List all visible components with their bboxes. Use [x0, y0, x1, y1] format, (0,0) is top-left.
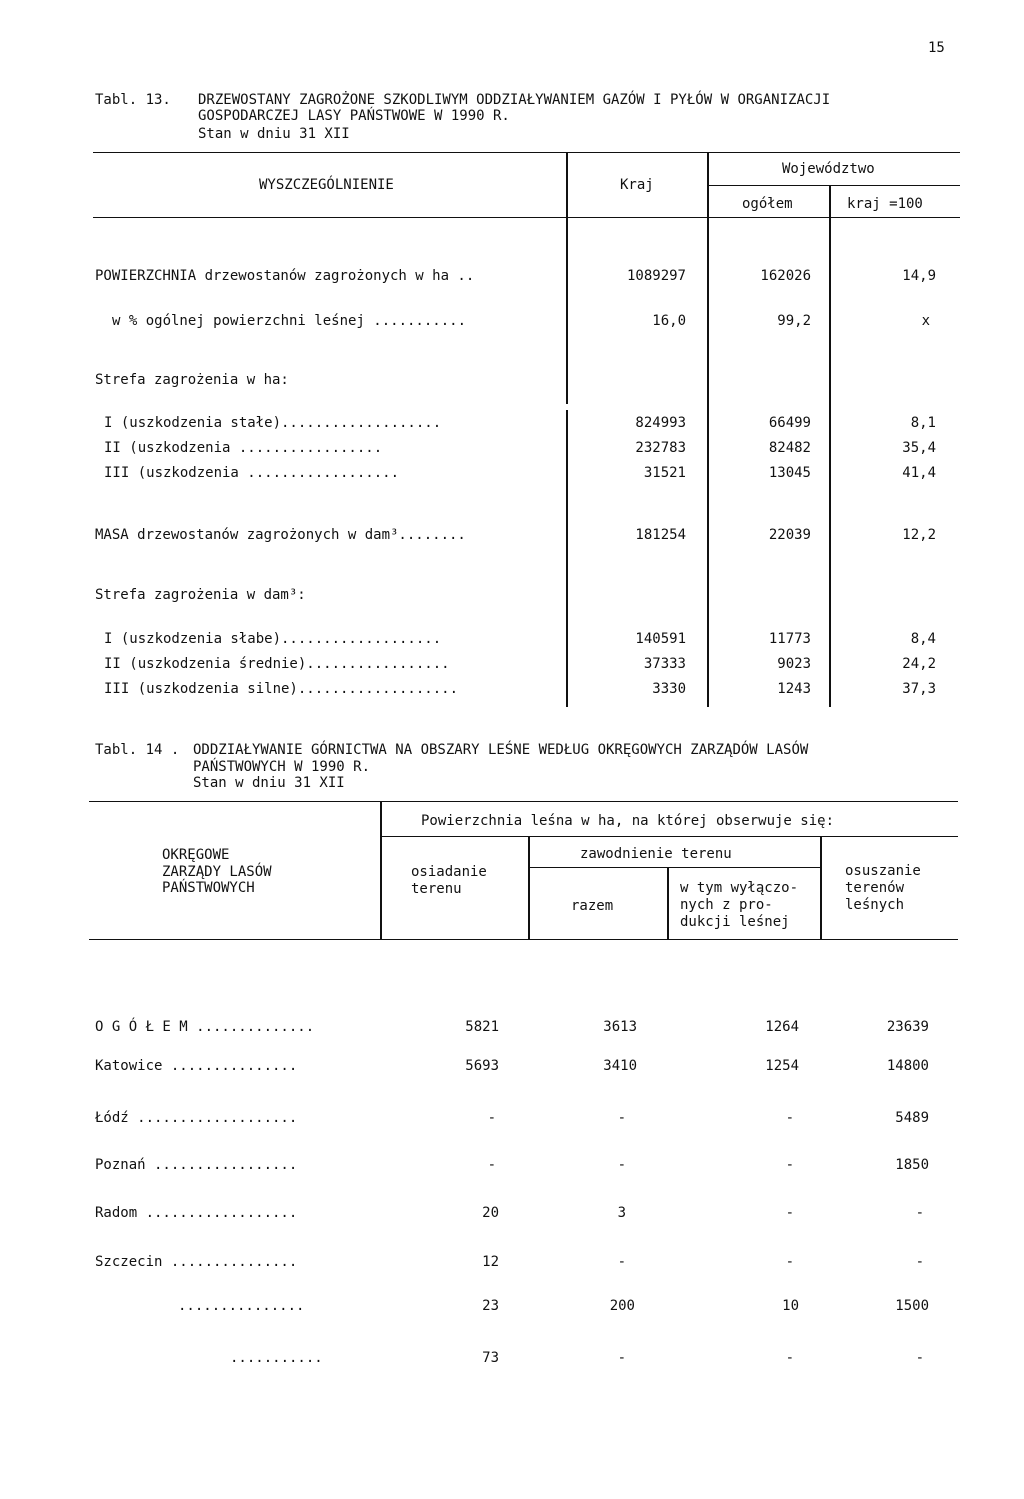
table-14-header-osuszanie-3: leśnych — [845, 897, 905, 913]
row-value-woj: 11773 — [768, 631, 811, 647]
row-value-pct: x — [921, 313, 930, 329]
table-14-header-osiadanie-1: osiadanie — [411, 864, 487, 880]
row-value-pct: 12,2 — [902, 527, 936, 543]
row-value-pct: 24,2 — [902, 656, 936, 672]
row-value-osiadanie: 20 — [482, 1205, 499, 1221]
row-value-kraj: 824993 — [635, 415, 686, 431]
row-value-pct: 14,9 — [902, 268, 936, 284]
row-value-pct: 41,4 — [902, 465, 936, 481]
row-value-woj: 82482 — [768, 440, 811, 456]
table-13-title-line-2: GOSPODARCZEJ LASY PAŃSTWOWE W 1990 R. — [198, 108, 510, 124]
row-value-pct: 37,3 — [902, 681, 936, 697]
row-value-wtym: - — [785, 1254, 794, 1270]
table-14-header-osuszanie-1: osuszanie — [845, 863, 921, 879]
table-13-woj-rule — [708, 185, 960, 186]
table-14-header-okregowe-2: ZARZĄDY LASÓW — [162, 864, 272, 880]
row-value-pct: 8,4 — [910, 631, 936, 647]
row-label: III (uszkodzenia silne)................... — [104, 681, 459, 697]
row-label: Strefa zagrożenia w ha: — [95, 372, 289, 388]
row-value-razem: - — [617, 1350, 626, 1366]
row-value-osiadanie: 5693 — [465, 1058, 499, 1074]
row-value-kraj: 31521 — [643, 465, 686, 481]
row-value-osuszanie: - — [915, 1254, 924, 1270]
row-value-pct: 8,1 — [910, 415, 936, 431]
row-value-kraj: 37333 — [643, 656, 686, 672]
table-14-title-line-1: ODDZIAŁYWANIE GÓRNICTWA NA OBSZARY LEŚNE WEDŁUG OKRĘGOWYCH ZARZĄDÓW LASÓW — [193, 742, 809, 758]
table-13-header-woj: Województwo — [782, 161, 875, 177]
table-14-header-wtym-2: nych z pro- — [680, 897, 773, 913]
row-value-kraj: 232783 — [635, 440, 686, 456]
table-14-header-top: Powierzchnia leśna w ha, na której obserwuje się: — [421, 813, 835, 829]
row-value-wtym: - — [785, 1110, 794, 1126]
row-value-woj: 99,2 — [777, 313, 811, 329]
table-14-top-rule — [89, 801, 958, 802]
table-14-title-line-3: Stan w dniu 31 XII — [193, 775, 345, 791]
table-14-zaw-rule — [529, 867, 820, 868]
table-14-title-line-2: PAŃSTWOWYCH W 1990 R. — [193, 759, 371, 775]
row-value-wtym: - — [785, 1350, 794, 1366]
row-value-osuszanie: 1500 — [895, 1298, 929, 1314]
row-value-osuszanie: - — [915, 1205, 924, 1221]
row-value-osiadanie: 23 — [482, 1298, 499, 1314]
row-value-razem: - — [617, 1110, 626, 1126]
row-value-razem: 3410 — [603, 1058, 637, 1074]
table-13-label: Tabl. 13. — [95, 92, 171, 108]
row-value-osiadanie: 5821 — [465, 1019, 499, 1035]
table-13-title-line-1: DRZEWOSTANY ZAGROŻONE SZKODLIWYM ODDZIAŁYWANIEM GAZÓW I PYŁÓW W ORGANIZACJI — [198, 92, 831, 108]
row-value-woj: 1243 — [777, 681, 811, 697]
row-label: Poznań ................. — [95, 1157, 298, 1173]
row-label: I (uszkodzenia słabe)................... — [104, 631, 442, 647]
row-value-razem: - — [617, 1254, 626, 1270]
row-value-woj: 66499 — [768, 415, 811, 431]
row-label: Strefa zagrożenia w dam³: — [95, 587, 306, 603]
row-label: II (uszkodzenia średnie)................. — [104, 656, 450, 672]
row-label: II (uszkodzenia ................. — [104, 440, 383, 456]
row-value-razem: - — [617, 1157, 626, 1173]
row-value-osuszanie: 1850 — [895, 1157, 929, 1173]
table-14-divider-4 — [820, 836, 822, 939]
table-14-header-razem: razem — [571, 898, 614, 914]
row-value-kraj: 3330 — [652, 681, 686, 697]
row-label: POWIERZCHNIA drzewostanów zagrożonych w ha .. — [95, 268, 475, 284]
row-label: Katowice ............... — [95, 1058, 298, 1074]
table-13-header-ogolem: ogółem — [742, 196, 793, 212]
row-value-pct: 35,4 — [902, 440, 936, 456]
table-13-header-spec: WYSZCZEGÓLNIENIE — [259, 177, 394, 193]
table-14-header-rule — [89, 939, 958, 940]
row-value-wtym: - — [785, 1157, 794, 1173]
table-13-divider-2 — [707, 152, 709, 707]
table-14-divider-1 — [380, 801, 382, 939]
table-13-divider-1b — [566, 410, 568, 707]
row-label: I (uszkodzenia stałe)................... — [104, 415, 442, 431]
row-value-woj: 162026 — [760, 268, 811, 284]
table-13-divider-3 — [829, 185, 831, 707]
table-14-header-osiadanie-2: terenu — [411, 881, 462, 897]
table-14-header-zawodnienie: zawodnienie terenu — [580, 846, 732, 862]
row-value-razem: 200 — [609, 1298, 635, 1314]
row-label: O G Ó Ł E M .............. — [95, 1019, 315, 1035]
row-label: Łódź ................... — [95, 1110, 298, 1126]
row-label: w % ogólnej powierzchni leśnej ........... — [112, 313, 467, 329]
row-label: MASA drzewostanów zagrożonych w dam³........ — [95, 527, 466, 543]
row-label: III (uszkodzenia .................. — [104, 465, 400, 481]
table-13-top-rule — [93, 152, 960, 153]
row-value-woj: 13045 — [768, 465, 811, 481]
row-label: ........... — [230, 1350, 323, 1366]
row-value-kraj: 140591 — [635, 631, 686, 647]
table-14-sub-rule — [381, 836, 958, 837]
table-14-header-wtym-1: w tym wyłączo- — [680, 880, 799, 896]
table-14-header-osuszanie-2: terenów — [845, 880, 905, 896]
table-14-header-wtym-3: dukcji leśnej — [680, 914, 790, 930]
table-13-header-kraj: Kraj — [620, 177, 654, 193]
row-value-wtym: 10 — [782, 1298, 799, 1314]
table-14-divider-3 — [667, 867, 669, 939]
row-value-woj: 9023 — [777, 656, 811, 672]
row-label: Radom .................. — [95, 1205, 298, 1221]
row-value-osiadanie: - — [487, 1157, 496, 1173]
row-value-wtym: 1254 — [765, 1058, 799, 1074]
row-value-razem: 3613 — [603, 1019, 637, 1035]
table-13-title-line-3: Stan w dniu 31 XII — [198, 126, 350, 142]
row-value-osiadanie: 12 — [482, 1254, 499, 1270]
row-value-osuszanie: 5489 — [895, 1110, 929, 1126]
page-number: 15 — [928, 40, 945, 56]
row-value-wtym: 1264 — [765, 1019, 799, 1035]
row-value-osuszanie: 23639 — [886, 1019, 929, 1035]
row-value-kraj: 1089297 — [626, 268, 686, 284]
table-14-header-okregowe-3: PAŃSTWOWYCH — [162, 880, 255, 896]
table-14-header-okregowe-1: OKRĘGOWE — [162, 847, 230, 863]
row-value-osuszanie: 14800 — [886, 1058, 929, 1074]
row-value-razem: 3 — [617, 1205, 626, 1221]
row-value-kraj: 181254 — [635, 527, 686, 543]
row-value-osuszanie: - — [915, 1350, 924, 1366]
table-14-divider-2 — [528, 836, 530, 939]
row-value-osiadanie: 73 — [482, 1350, 499, 1366]
row-value-wtym: - — [785, 1205, 794, 1221]
table-14-label: Tabl. 14 . — [95, 742, 180, 758]
row-value-osiadanie: - — [487, 1110, 496, 1126]
table-13-header-kraj100: kraj =100 — [847, 196, 923, 212]
row-label: ............... — [178, 1298, 305, 1314]
row-label: Szczecin ............... — [95, 1254, 298, 1270]
row-value-woj: 22039 — [768, 527, 811, 543]
table-13-divider-1 — [566, 152, 568, 404]
row-value-kraj: 16,0 — [652, 313, 686, 329]
